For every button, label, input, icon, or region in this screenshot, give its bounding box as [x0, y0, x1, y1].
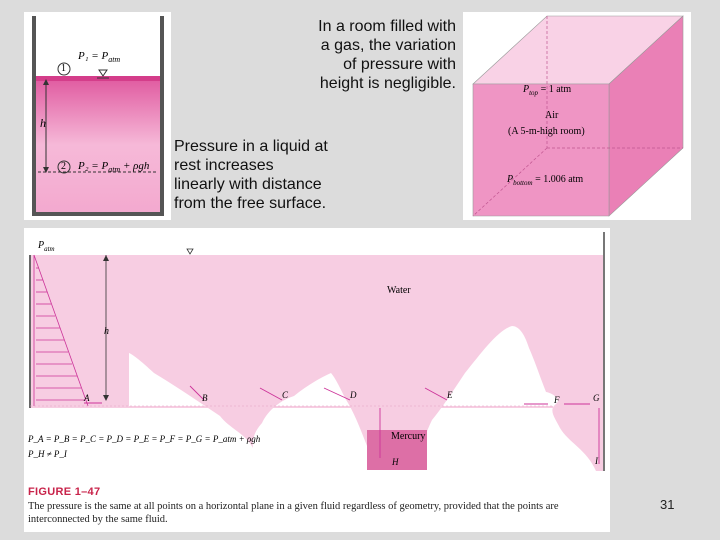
cube-front-face	[473, 84, 609, 216]
point-g: G	[593, 393, 600, 403]
figure-label: FIGURE 1–47	[28, 486, 101, 498]
unequal-pressure-equation: P_H ≠ P_I	[28, 449, 67, 459]
p1-equation: $P_1 = P_{atm}$	[78, 50, 121, 65]
p-top-label: $P_{top} = 1$ atm	[523, 84, 572, 97]
p-atm-label: $P_{atm}$	[38, 240, 55, 253]
free-surface-symbol	[187, 249, 193, 254]
point-f: F	[554, 395, 560, 405]
point-d: D	[350, 390, 357, 400]
h-label: h	[104, 326, 109, 337]
point-c: C	[282, 390, 289, 400]
liquid-caption-line: from the free surface.	[174, 195, 327, 212]
p-bottom-label: $P_{bottom} = 1.006$ atm	[507, 174, 584, 187]
liquid-caption	[174, 137, 374, 213]
p2-equation: $P_2 = P_{atm} + \rho gh$	[78, 160, 150, 175]
point-e: E	[447, 390, 453, 400]
tank-diagram	[24, 12, 171, 220]
point-a: A	[84, 393, 90, 403]
point-2-label: 2	[61, 161, 66, 172]
main-figure	[24, 228, 610, 532]
mercury-label: Mercury	[391, 431, 426, 442]
equal-pressure-equation: P_A = P_B = P_C = P_D = P_E = P_F = P_G = P_atm + ρgh	[28, 434, 261, 444]
water-label: Water	[387, 285, 411, 296]
point-i: I	[595, 456, 598, 466]
gas-caption	[270, 17, 456, 93]
water-connector	[30, 406, 553, 408]
point-1-label: 1	[61, 63, 66, 74]
gas-caption-line: height is negligible.	[319, 75, 456, 92]
tank-liquid	[36, 78, 160, 212]
h-label: h	[40, 116, 46, 130]
liquid-caption-line: Pressure in a liquid at	[174, 138, 328, 155]
room-cube	[463, 12, 691, 220]
figure-caption: The pressure is the same at all points on a horizontal plane in a given fluid regardless of geometry, provided that the points are interconnected by the same fluid.	[28, 501, 559, 525]
room-height-note: (A 5-m-high room)	[508, 126, 585, 137]
liquid-caption-line: linearly with distance	[174, 176, 322, 193]
room-figure	[463, 12, 691, 220]
page-number: 31	[660, 497, 675, 512]
vessel-diagram	[24, 228, 610, 532]
liquid-caption-line: rest increases	[174, 157, 274, 174]
air-label: Air	[545, 110, 559, 121]
gas-caption-line: In a room filled with	[318, 18, 456, 35]
point-h: H	[392, 457, 399, 467]
gas-caption-line: of pressure with	[343, 56, 456, 73]
tank-figure	[24, 12, 171, 220]
point-b: B	[202, 393, 208, 403]
gas-caption-line: a gas, the variation	[320, 37, 456, 54]
